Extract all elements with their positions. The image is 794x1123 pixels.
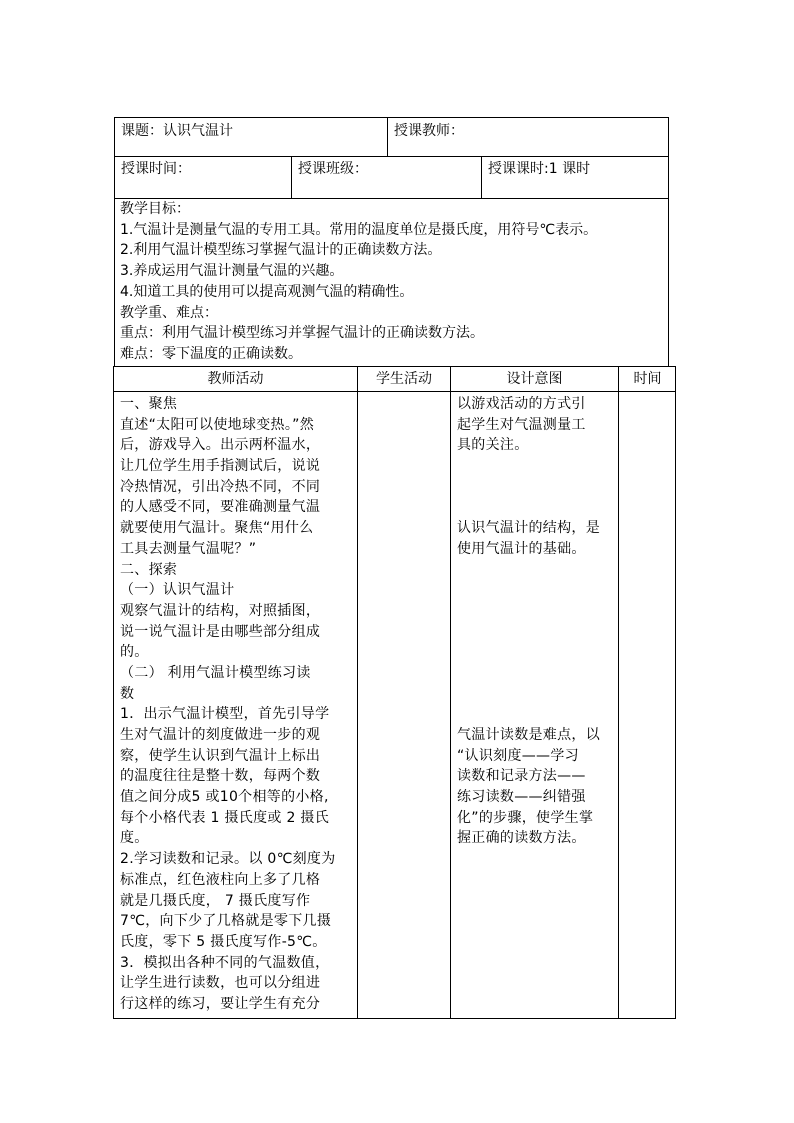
key-difficulty-title: 教学重、难点：: [120, 304, 218, 321]
teacher-activity-line: 一、聚焦: [120, 396, 178, 412]
teacher-activity-line: 3．模拟出各种不同的气温数值，: [120, 954, 330, 971]
teacher-cell: [387, 117, 669, 157]
teacher-activity-line: 氏度，零下 5 摄氏度写作-5℃。: [120, 933, 327, 950]
teacher-activity-line: 让学生进行读数，也可以分组进: [120, 975, 321, 992]
teacher-activity-line: 就要使用气温计。聚焦“用什么: [120, 520, 314, 537]
design-intent-line: “认识刻度——学习: [457, 747, 579, 764]
teacher-activity-line: （一）认识气温计: [120, 582, 235, 599]
class-label: 授课班级：: [298, 161, 368, 177]
objectives-title: 教学目标：: [120, 201, 190, 217]
objective-item: 4.知道工具的使用可以提高观测气温的精确性。: [120, 283, 414, 300]
teacher-activity-line: 察，使学生认识到气温计上标出: [120, 747, 321, 764]
design-intent-line: 握正确的读数方法。: [457, 830, 586, 847]
teacher-activity-line: 每个小格代表 1 摄氏度或 2 摄氏: [120, 809, 330, 826]
difficulty-point: 难点：零下温度的正确读数。: [120, 345, 302, 362]
col-divider: [357, 366, 358, 1019]
teacher-activity-line: 1．出示气温计模型，首先引导学: [120, 706, 330, 723]
teacher-activity-line: 度。: [120, 830, 149, 847]
objective-item: 1.气温计是测量气温的专用工具。常用的温度单位是摄氏度，用符号℃表示。: [120, 221, 598, 238]
teacher-activity-line: 的。: [120, 644, 149, 661]
design-intent-line: [457, 497, 617, 518]
objective-item: 2.利用气温计模型练习掌握气温计的正确读数方法。: [120, 242, 442, 259]
teacher-activity-line: 让几位学生用手指测试后，说说: [120, 458, 321, 475]
design-intent-line: [457, 622, 617, 643]
topic-cell: [114, 117, 388, 157]
design-intent-line: [457, 704, 617, 725]
design-intent-line: 化”的步骤，使学生掌: [457, 809, 594, 826]
objectives-text: [120, 199, 670, 365]
header-teacher-activity: 教师活动: [207, 371, 264, 387]
design-intent-line: 具的关注。: [457, 437, 529, 454]
teacher-activity-line: 观察气温计的结构，对照插图，: [120, 602, 321, 619]
teacher-activity-line: 值之间分成5 或10个相等的小格,: [120, 789, 329, 806]
hours-label: 授课课时:1 课时: [488, 161, 591, 177]
teacher-activity-line: 工具去测量气温呢？”: [120, 540, 257, 557]
teacher-activity-column: [120, 394, 356, 1015]
col-divider: [450, 366, 451, 1019]
teacher-activity-line: 2.学习读数和记录。以 0℃刻度为: [120, 851, 336, 868]
design-intent-line: [457, 663, 617, 684]
topic-label: 课题：认识气温计: [121, 123, 233, 139]
design-intent-line: 使用气温计的基础。: [457, 540, 586, 557]
col-divider: [618, 366, 619, 1019]
design-intent-line: 起学生对气温测量工: [457, 416, 586, 433]
teacher-activity-line: 的温度往往是整十数，每两个数: [120, 768, 321, 785]
teacher-activity-line: 数: [120, 685, 135, 702]
teacher-activity-line: 7℃，向下少了几格就是零下几摄: [120, 913, 332, 930]
teacher-activity-line: 直述“太阳可以使地球变热。”然: [120, 416, 315, 433]
design-intent-line: [457, 477, 617, 498]
class-cell: [291, 156, 482, 199]
teacher-activity-line: 说一说气温计是由哪些部分组成: [120, 623, 321, 640]
teacher-activity-line: 后，游戏导入。出示两杯温水，: [120, 437, 321, 454]
time-label: 授课时间：: [121, 161, 191, 177]
design-intent-line: [457, 456, 617, 477]
teacher-activity-line: 冷热情况，引出冷热不同，不同: [120, 478, 321, 495]
design-intent-line: [457, 560, 617, 581]
teacher-activity-line: 二、探索: [120, 561, 178, 578]
header-time: 时间: [633, 371, 662, 387]
teacher-activity-line: 生对气温计的刻度做进一步的观: [120, 727, 321, 743]
teacher-activity-line: 就是几摄氏度， 7 摄氏度写作: [120, 892, 311, 909]
teacher-activity-line: 行这样的练习，要让学生有充分: [120, 995, 321, 1012]
design-intent-line: 以游戏活动的方式引: [457, 396, 586, 412]
design-intent-column: [457, 394, 617, 849]
header-student-activity: 学生活动: [376, 371, 432, 387]
design-intent-line: [457, 601, 617, 622]
teacher-activity-line: 的人感受不同，要准确测量气温: [120, 499, 321, 516]
design-intent-line: 气温计读数是难点，以: [457, 727, 600, 743]
time-cell: [114, 156, 292, 199]
design-intent-line: 读数和记录方法——: [457, 768, 586, 785]
key-point: 重点：利用气温计模型练习并掌握气温计的正确读数方法。: [120, 325, 484, 342]
teacher-activity-line: （二） 利用气温计模型练习读: [120, 664, 311, 681]
design-intent-line: 练习读数——纠错强: [457, 789, 586, 806]
design-intent-line: [457, 580, 617, 601]
teacher-activity-line: 标准点，红色液柱向上多了几格: [120, 871, 321, 888]
design-intent-line: [457, 642, 617, 663]
objective-item: 3.养成运用气温计测量气温的兴趣。: [120, 263, 344, 280]
hours-cell: [481, 156, 669, 199]
header-design-intent: 设计意图: [506, 371, 563, 387]
table-header-divider: [113, 391, 676, 392]
design-intent-line: 认识气温计的结构，是: [457, 520, 600, 537]
design-intent-line: [457, 684, 617, 705]
teacher-label: 授课教师：: [394, 123, 464, 139]
